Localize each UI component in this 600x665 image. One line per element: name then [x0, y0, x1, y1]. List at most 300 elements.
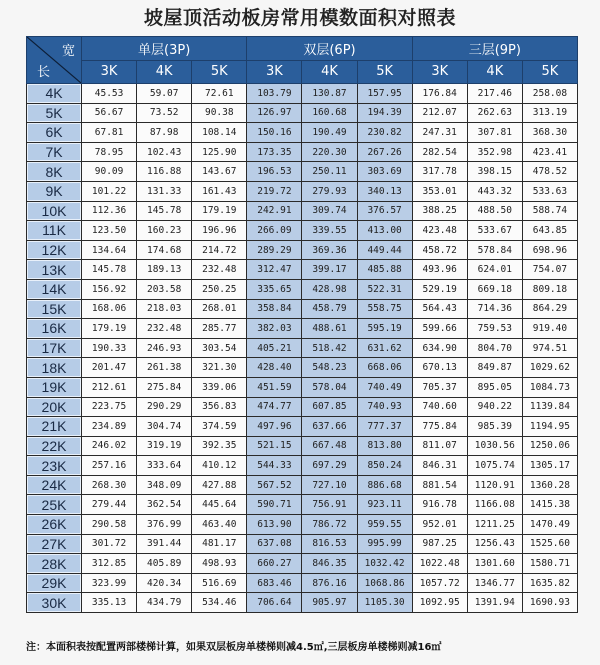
area-cell: 458.79	[302, 299, 357, 319]
page-title: 坡屋顶活动板房常用模数面积对照表	[143, 7, 456, 29]
area-cell: 1032.42	[357, 554, 412, 574]
area-cell: 740.49	[357, 377, 412, 397]
area-cell: 157.95	[357, 84, 412, 104]
area-cell: 108.14	[192, 123, 247, 143]
area-cell: 923.11	[357, 495, 412, 515]
area-cell: 445.64	[192, 495, 247, 515]
length-header: 14K	[27, 279, 82, 299]
area-cell: 1211.25	[467, 515, 522, 535]
area-cell: 1166.08	[467, 495, 522, 515]
width-header-row	[27, 60, 578, 84]
area-cell: 313.19	[522, 103, 577, 123]
area-cell: 289.29	[247, 240, 302, 260]
area-cell: 876.16	[302, 573, 357, 593]
area-cell: 804.70	[467, 338, 522, 358]
area-cell: 196.53	[247, 162, 302, 182]
area-cell: 391.44	[137, 534, 192, 554]
length-header: 28K	[27, 554, 82, 574]
area-cell: 1139.84	[522, 397, 577, 417]
area-cell: 777.37	[357, 417, 412, 437]
area-cell: 101.22	[82, 181, 137, 201]
area-cell: 1029.62	[522, 358, 577, 378]
area-cell: 458.72	[412, 240, 467, 260]
area-cell: 125.90	[192, 142, 247, 162]
table-row	[27, 260, 578, 280]
area-cell: 637.08	[247, 534, 302, 554]
area-cell: 72.61	[192, 84, 247, 104]
table-row	[27, 319, 578, 339]
area-cell: 974.51	[522, 338, 577, 358]
area-cell: 67.81	[82, 123, 137, 143]
area-cell: 353.01	[412, 181, 467, 201]
table-row	[27, 201, 578, 221]
area-cell: 1092.95	[412, 593, 467, 613]
table-row	[27, 358, 578, 378]
length-header: 30K	[27, 593, 82, 613]
length-header: 7K	[27, 142, 82, 162]
area-cell: 488.61	[302, 319, 357, 339]
area-cell: 247.31	[412, 123, 467, 143]
length-header: 4K	[27, 84, 82, 104]
area-cell: 940.22	[467, 397, 522, 417]
area-cell: 449.44	[357, 240, 412, 260]
area-cell: 1346.77	[467, 573, 522, 593]
area-cell: 201.47	[82, 358, 137, 378]
area-cell: 1120.91	[467, 475, 522, 495]
area-cell: 613.90	[247, 515, 302, 535]
length-header: 10K	[27, 201, 82, 221]
area-cell: 533.63	[522, 181, 577, 201]
table-body	[27, 84, 578, 613]
table-row	[27, 279, 578, 299]
area-cell: 533.67	[467, 221, 522, 241]
area-cell: 428.98	[302, 279, 357, 299]
area-cell: 1580.71	[522, 554, 577, 574]
area-cell: 428.40	[247, 358, 302, 378]
width-header: 3K	[412, 60, 467, 84]
area-cell: 881.54	[412, 475, 467, 495]
area-cell: 246.02	[82, 436, 137, 456]
width-header: 4K	[302, 60, 357, 84]
area-cell: 279.44	[82, 495, 137, 515]
area-cell: 706.64	[247, 593, 302, 613]
area-cell: 388.25	[412, 201, 467, 221]
area-cell: 358.84	[247, 299, 302, 319]
area-cell: 290.58	[82, 515, 137, 535]
area-cell: 168.06	[82, 299, 137, 319]
area-cell: 258.08	[522, 84, 577, 104]
area-cell: 290.29	[137, 397, 192, 417]
length-header: 15K	[27, 299, 82, 319]
table-row	[27, 593, 578, 613]
area-cell: 234.89	[82, 417, 137, 437]
area-cell: 590.71	[247, 495, 302, 515]
length-header: 23K	[27, 456, 82, 476]
area-cell: 451.59	[247, 377, 302, 397]
area-cell: 427.88	[192, 475, 247, 495]
area-cell: 134.64	[82, 240, 137, 260]
area-cell: 56.67	[82, 103, 137, 123]
area-cell: 268.01	[192, 299, 247, 319]
area-cell: 232.48	[137, 319, 192, 339]
length-header: 25K	[27, 495, 82, 515]
area-cell: 698.96	[522, 240, 577, 260]
table-row	[27, 162, 578, 182]
area-cell: 190.49	[302, 123, 357, 143]
area-cell: 995.99	[357, 534, 412, 554]
area-cell: 809.18	[522, 279, 577, 299]
area-cell: 242.91	[247, 201, 302, 221]
area-cell: 405.21	[247, 338, 302, 358]
table-row	[27, 573, 578, 593]
area-cell: 323.99	[82, 573, 137, 593]
length-header: 22K	[27, 436, 82, 456]
area-cell: 1022.48	[412, 554, 467, 574]
area-cell: 279.93	[302, 181, 357, 201]
area-cell: 282.54	[412, 142, 467, 162]
area-cell: 1525.60	[522, 534, 577, 554]
area-cell: 376.57	[357, 201, 412, 221]
area-cell: 564.43	[412, 299, 467, 319]
length-label: 长	[37, 65, 51, 80]
area-cell: 548.23	[302, 358, 357, 378]
area-cell: 398.15	[467, 162, 522, 182]
area-cell: 275.84	[137, 377, 192, 397]
length-header: 27K	[27, 534, 82, 554]
area-cell: 348.09	[137, 475, 192, 495]
area-cell: 952.01	[412, 515, 467, 535]
table-row	[27, 338, 578, 358]
area-cell: 846.31	[412, 456, 467, 476]
area-cell: 643.85	[522, 221, 577, 241]
area-cell: 607.85	[302, 397, 357, 417]
area-cell: 1075.74	[467, 456, 522, 476]
length-header: 20K	[27, 397, 82, 417]
area-cell: 497.96	[247, 417, 302, 437]
table-row	[27, 221, 578, 241]
area-cell: 886.68	[357, 475, 412, 495]
area-cell: 624.01	[467, 260, 522, 280]
area-cell: 846.35	[302, 554, 357, 574]
area-cell: 309.74	[302, 201, 357, 221]
area-cell: 1470.49	[522, 515, 577, 535]
length-header: 19K	[27, 377, 82, 397]
area-cell: 90.38	[192, 103, 247, 123]
area-cell: 811.07	[412, 436, 467, 456]
width-header: 3K	[82, 60, 137, 84]
area-cell: 267.26	[357, 142, 412, 162]
area-cell: 488.50	[467, 201, 522, 221]
group-header-row	[27, 37, 578, 61]
area-cell: 1301.60	[467, 554, 522, 574]
area-cell: 102.43	[137, 142, 192, 162]
area-cell: 362.54	[137, 495, 192, 515]
table-row	[27, 417, 578, 437]
area-cell: 985.39	[467, 417, 522, 437]
area-cell: 895.05	[467, 377, 522, 397]
table-row	[27, 554, 578, 574]
area-cell: 420.34	[137, 573, 192, 593]
area-cell: 250.11	[302, 162, 357, 182]
area-cell: 150.16	[247, 123, 302, 143]
length-header: 16K	[27, 319, 82, 339]
area-cell: 919.40	[522, 319, 577, 339]
area-cell: 266.09	[247, 221, 302, 241]
area-cell: 87.98	[137, 123, 192, 143]
area-table	[26, 36, 578, 613]
area-cell: 219.72	[247, 181, 302, 201]
area-cell: 131.33	[137, 181, 192, 201]
area-cell: 1030.56	[467, 436, 522, 456]
area-cell: 683.46	[247, 573, 302, 593]
area-cell: 485.88	[357, 260, 412, 280]
area-cell: 481.17	[192, 534, 247, 554]
area-cell: 660.27	[247, 554, 302, 574]
area-cell: 160.68	[302, 103, 357, 123]
width-header: 3K	[247, 60, 302, 84]
area-cell: 1250.06	[522, 436, 577, 456]
area-cell: 905.97	[302, 593, 357, 613]
length-header: 17K	[27, 338, 82, 358]
area-cell: 90.09	[82, 162, 137, 182]
area-cell: 668.06	[357, 358, 412, 378]
area-cell: 268.30	[82, 475, 137, 495]
footnote: 注：本面积表按配置两部楼梯计算，如果双层板房单楼梯则减4.5㎡,三层板房单楼梯则减16㎡	[26, 642, 442, 653]
area-cell: 304.74	[137, 417, 192, 437]
area-cell: 194.39	[357, 103, 412, 123]
area-cell: 1690.93	[522, 593, 577, 613]
area-cell: 203.58	[137, 279, 192, 299]
area-cell: 1105.30	[357, 593, 412, 613]
area-cell: 588.74	[522, 201, 577, 221]
area-cell: 352.98	[467, 142, 522, 162]
area-cell: 303.54	[192, 338, 247, 358]
area-cell: 697.29	[302, 456, 357, 476]
area-cell: 405.89	[137, 554, 192, 574]
width-label: 宽	[61, 44, 75, 59]
area-cell: 368.30	[522, 123, 577, 143]
area-cell: 333.64	[137, 456, 192, 476]
length-header: 21K	[27, 417, 82, 437]
table-row	[27, 397, 578, 417]
area-cell: 631.62	[357, 338, 412, 358]
area-cell: 1057.72	[412, 573, 467, 593]
length-header: 29K	[27, 573, 82, 593]
area-cell: 1084.73	[522, 377, 577, 397]
area-cell: 518.42	[302, 338, 357, 358]
area-cell: 312.47	[247, 260, 302, 280]
group-single: 单层(3P)	[82, 37, 247, 61]
area-cell: 301.72	[82, 534, 137, 554]
area-cell: 317.78	[412, 162, 467, 182]
table-row	[27, 515, 578, 535]
length-header: 24K	[27, 475, 82, 495]
area-cell: 112.36	[82, 201, 137, 221]
area-cell: 1635.82	[522, 573, 577, 593]
length-header: 5K	[27, 103, 82, 123]
area-cell: 262.63	[467, 103, 522, 123]
width-header: 5K	[357, 60, 412, 84]
area-cell: 190.33	[82, 338, 137, 358]
corner-cell	[27, 37, 82, 84]
area-cell: 246.93	[137, 338, 192, 358]
length-header: 11K	[27, 221, 82, 241]
area-cell: 850.24	[357, 456, 412, 476]
area-cell: 423.48	[412, 221, 467, 241]
area-cell: 230.82	[357, 123, 412, 143]
table-row	[27, 84, 578, 104]
width-header: 4K	[467, 60, 522, 84]
area-cell: 558.75	[357, 299, 412, 319]
table-row	[27, 534, 578, 554]
area-cell: 179.19	[82, 319, 137, 339]
area-cell: 498.93	[192, 554, 247, 574]
table-row	[27, 495, 578, 515]
area-cell: 145.78	[82, 260, 137, 280]
area-cell: 959.55	[357, 515, 412, 535]
length-header: 12K	[27, 240, 82, 260]
length-header: 6K	[27, 123, 82, 143]
area-cell: 1305.17	[522, 456, 577, 476]
length-header: 8K	[27, 162, 82, 182]
table-row	[27, 103, 578, 123]
area-cell: 786.72	[302, 515, 357, 535]
width-header: 5K	[522, 60, 577, 84]
area-cell: 544.33	[247, 456, 302, 476]
area-cell: 340.13	[357, 181, 412, 201]
area-cell: 443.32	[467, 181, 522, 201]
area-cell: 759.53	[467, 319, 522, 339]
area-cell: 356.83	[192, 397, 247, 417]
area-cell: 174.68	[137, 240, 192, 260]
area-cell: 463.40	[192, 515, 247, 535]
area-cell: 705.37	[412, 377, 467, 397]
area-cell: 1391.94	[467, 593, 522, 613]
area-cell: 392.35	[192, 436, 247, 456]
area-cell: 864.29	[522, 299, 577, 319]
area-cell: 220.30	[302, 142, 357, 162]
area-cell: 669.18	[467, 279, 522, 299]
area-cell: 307.81	[467, 123, 522, 143]
area-cell: 130.87	[302, 84, 357, 104]
area-cell: 714.36	[467, 299, 522, 319]
area-cell: 374.59	[192, 417, 247, 437]
area-cell: 339.06	[192, 377, 247, 397]
area-cell: 522.31	[357, 279, 412, 299]
table-row	[27, 142, 578, 162]
area-cell: 376.99	[137, 515, 192, 535]
group-triple: 三层(9P)	[412, 37, 577, 61]
area-cell: 1256.43	[467, 534, 522, 554]
area-cell: 521.15	[247, 436, 302, 456]
area-cell: 339.55	[302, 221, 357, 241]
area-cell: 1194.95	[522, 417, 577, 437]
area-cell: 1360.28	[522, 475, 577, 495]
area-cell: 740.60	[412, 397, 467, 417]
area-cell: 223.75	[82, 397, 137, 417]
area-cell: 319.19	[137, 436, 192, 456]
area-cell: 189.13	[137, 260, 192, 280]
area-cell: 529.19	[412, 279, 467, 299]
area-cell: 161.43	[192, 181, 247, 201]
table-row	[27, 123, 578, 143]
area-cell: 578.04	[302, 377, 357, 397]
area-cell: 756.91	[302, 495, 357, 515]
area-cell: 45.53	[82, 84, 137, 104]
table-row	[27, 181, 578, 201]
area-cell: 754.07	[522, 260, 577, 280]
area-cell: 123.50	[82, 221, 137, 241]
table-row	[27, 475, 578, 495]
area-cell: 727.10	[302, 475, 357, 495]
length-header: 9K	[27, 181, 82, 201]
area-cell: 250.25	[192, 279, 247, 299]
table-row	[27, 436, 578, 456]
table-row	[27, 240, 578, 260]
length-header: 26K	[27, 515, 82, 535]
area-cell: 849.87	[467, 358, 522, 378]
area-cell: 103.79	[247, 84, 302, 104]
area-cell: 637.66	[302, 417, 357, 437]
area-cell: 212.61	[82, 377, 137, 397]
area-cell: 196.96	[192, 221, 247, 241]
area-cell: 816.53	[302, 534, 357, 554]
area-cell: 369.36	[302, 240, 357, 260]
area-cell: 516.69	[192, 573, 247, 593]
area-cell: 670.13	[412, 358, 467, 378]
area-cell: 179.19	[192, 201, 247, 221]
area-cell: 1068.86	[357, 573, 412, 593]
area-cell: 382.03	[247, 319, 302, 339]
area-cell: 335.65	[247, 279, 302, 299]
area-cell: 567.52	[247, 475, 302, 495]
area-cell: 312.85	[82, 554, 137, 574]
area-cell: 257.16	[82, 456, 137, 476]
area-cell: 160.23	[137, 221, 192, 241]
area-cell: 775.84	[412, 417, 467, 437]
area-cell: 1415.38	[522, 495, 577, 515]
area-cell: 78.95	[82, 142, 137, 162]
area-cell: 599.66	[412, 319, 467, 339]
area-cell: 813.80	[357, 436, 412, 456]
group-double: 双层(6P)	[247, 37, 412, 61]
area-cell: 126.97	[247, 103, 302, 123]
width-header: 4K	[137, 60, 192, 84]
table-row	[27, 299, 578, 319]
area-cell: 173.35	[247, 142, 302, 162]
area-cell: 578.84	[467, 240, 522, 260]
area-cell: 116.88	[137, 162, 192, 182]
area-cell: 399.17	[302, 260, 357, 280]
area-cell: 595.19	[357, 319, 412, 339]
area-cell: 212.07	[412, 103, 467, 123]
area-cell: 73.52	[137, 103, 192, 123]
length-header: 18K	[27, 358, 82, 378]
area-cell: 261.38	[137, 358, 192, 378]
area-cell: 335.13	[82, 593, 137, 613]
length-header: 13K	[27, 260, 82, 280]
area-cell: 478.52	[522, 162, 577, 182]
area-cell: 59.07	[137, 84, 192, 104]
area-cell: 217.46	[467, 84, 522, 104]
area-cell: 218.03	[137, 299, 192, 319]
area-cell: 740.93	[357, 397, 412, 417]
area-cell: 987.25	[412, 534, 467, 554]
area-cell: 176.84	[412, 84, 467, 104]
area-cell: 156.92	[82, 279, 137, 299]
table-row	[27, 456, 578, 476]
area-cell: 667.48	[302, 436, 357, 456]
